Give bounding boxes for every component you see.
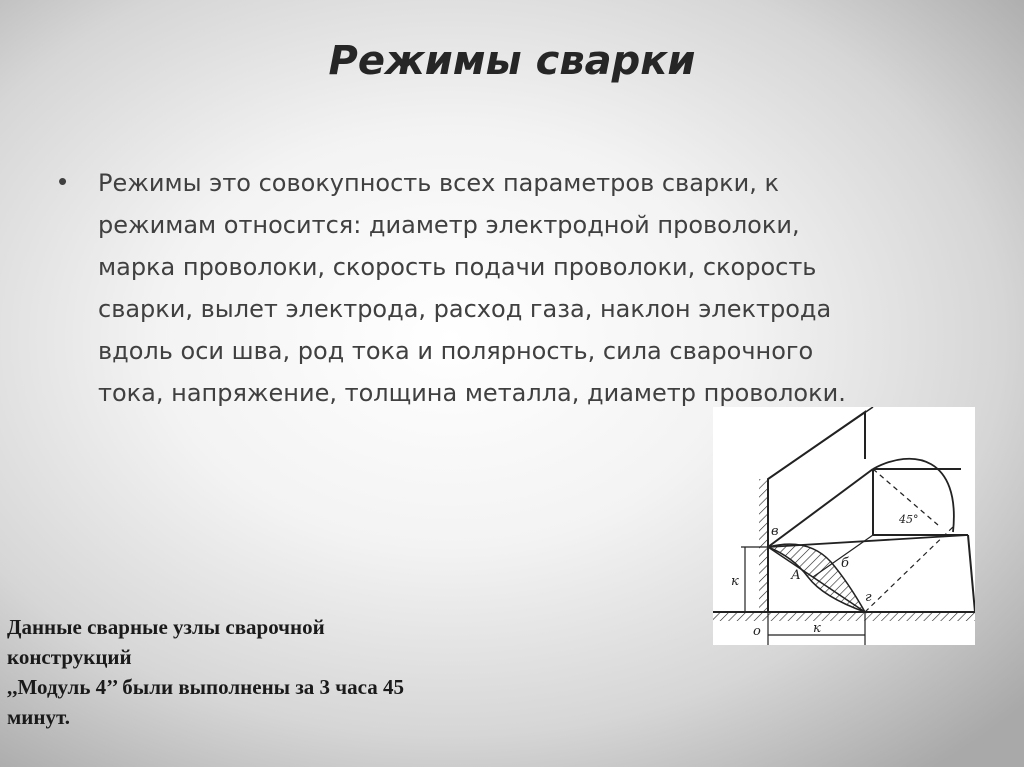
body-line: режимам относится: диаметр электродной проволоки, — [98, 211, 800, 239]
label-g: г — [865, 590, 872, 605]
body-line: сварки, вылет электрода, расход газа, наклон электрода — [98, 295, 832, 323]
body-line: марка проволоки, скорость подачи проволоки, скорость — [98, 253, 817, 281]
weld-joint-diagram — [713, 407, 975, 645]
caption-line: ,,Модуль 4’’ были выполнены за 3 часа 45 — [7, 675, 404, 699]
bullet-marker: • — [58, 166, 68, 196]
slide-title: Режимы сварки — [328, 38, 696, 84]
body-line: Режимы это совокупность всех параметров сварки, к — [98, 169, 779, 197]
caption-line: минут. — [7, 705, 70, 729]
label-angle: 45° — [899, 513, 919, 526]
weld-joint-drawing — [713, 407, 975, 645]
weld-bead-hatch — [768, 544, 865, 612]
label-v: б — [841, 556, 849, 571]
label-o: о — [753, 624, 761, 639]
body-paragraph — [98, 162, 978, 414]
label-k-horizontal: к — [813, 621, 821, 636]
caption-text — [7, 612, 507, 732]
label-b: в — [771, 524, 779, 539]
plate-hatch — [759, 479, 768, 612]
caption-line: конструкций — [7, 645, 132, 669]
caption-line: Данные сварные узлы сварочной — [7, 615, 325, 639]
body-line: вдоль оси шва, род тока и полярность, сила сварочного — [98, 337, 814, 365]
label-k-vertical: к — [731, 574, 739, 589]
base-hatch — [713, 612, 975, 621]
label-a: А — [791, 568, 801, 583]
body-line: тока, напряжение, толщина металла, диаметр проволоки. — [98, 379, 846, 407]
